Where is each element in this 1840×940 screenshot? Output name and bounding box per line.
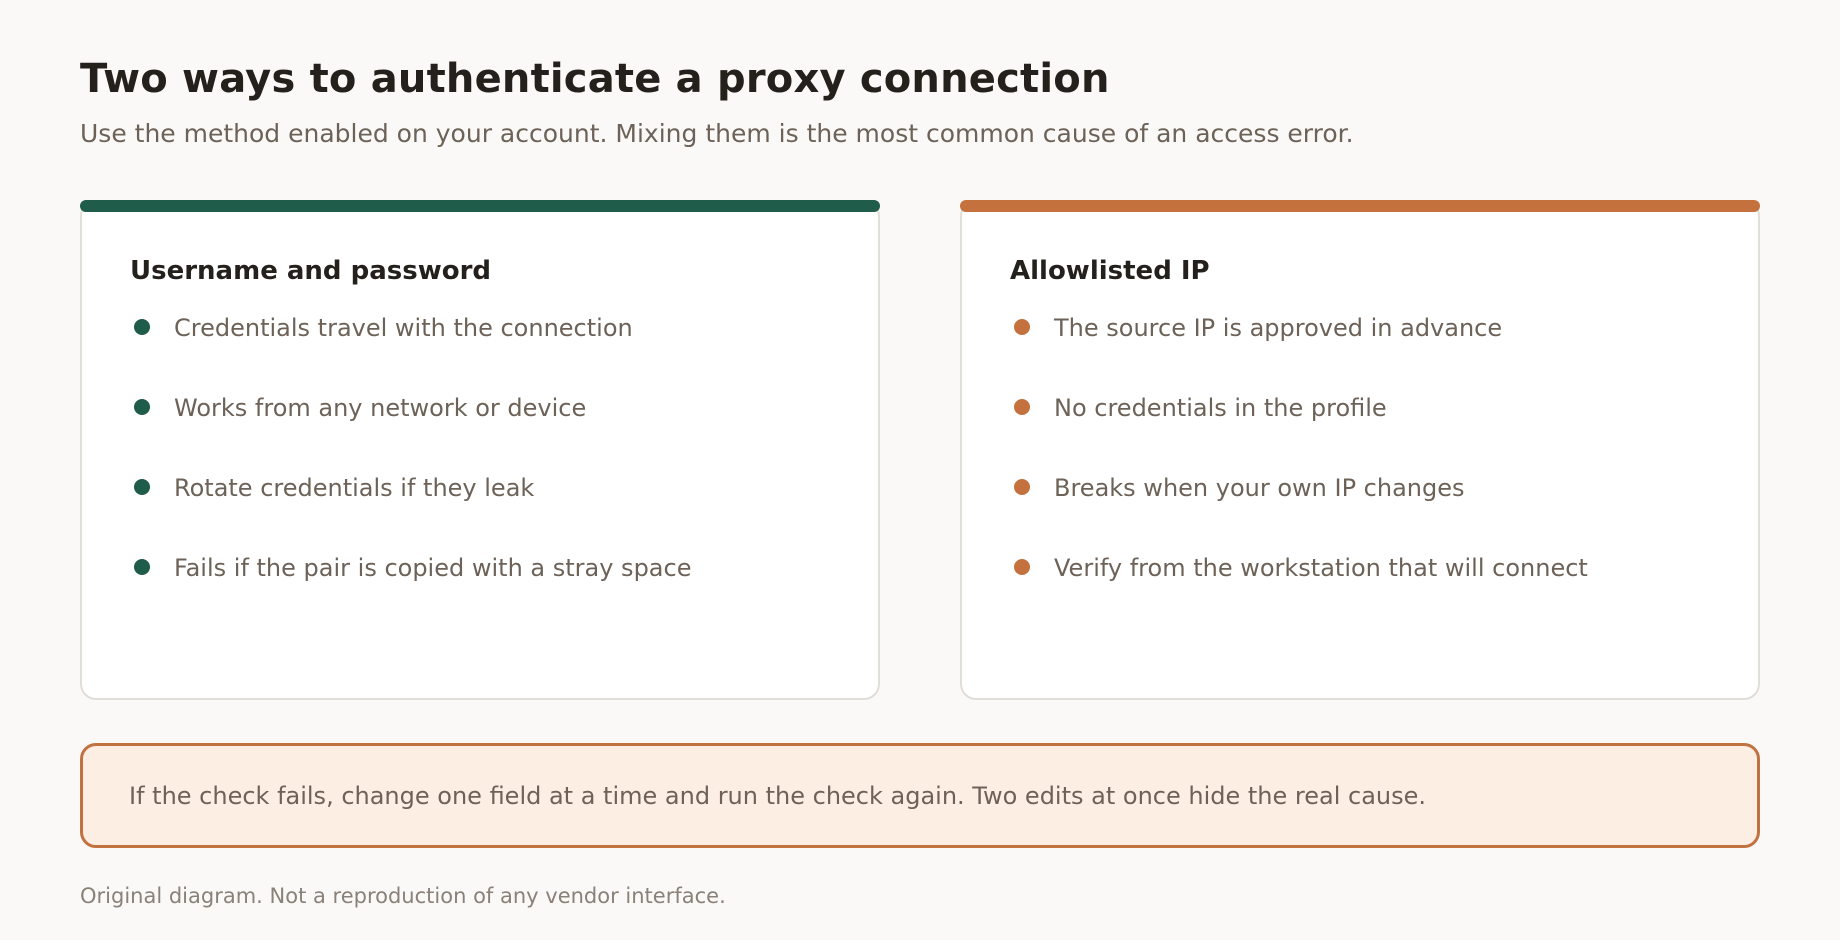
card-title: Allowlisted IP bbox=[1010, 256, 1210, 286]
footer-note: Original diagram. Not a reproduction of any vendor interface. bbox=[80, 884, 726, 908]
allowlisted-ip-card bbox=[960, 200, 1760, 700]
bullet-dot-icon bbox=[134, 479, 150, 495]
list-item bbox=[130, 448, 691, 528]
card-accent-bar bbox=[80, 200, 880, 212]
list-item bbox=[130, 368, 691, 448]
feature-list bbox=[1010, 314, 1588, 608]
list-item bbox=[130, 528, 691, 608]
bullet-dot-icon bbox=[134, 319, 150, 335]
bullet-dot-icon bbox=[1014, 319, 1030, 335]
list-item bbox=[1010, 288, 1588, 368]
list-item-text: The source IP is approved in advance bbox=[1054, 314, 1503, 342]
feature-list bbox=[130, 314, 692, 608]
page-title: Two ways to authenticate a proxy connection bbox=[80, 56, 1110, 102]
bullet-dot-icon bbox=[134, 559, 150, 575]
bullet-dot-icon bbox=[1014, 399, 1030, 415]
username-password-card bbox=[80, 200, 880, 700]
list-item-text: Works from any network or device bbox=[174, 394, 587, 422]
list-item-text: Rotate credentials if they leak bbox=[174, 474, 535, 502]
bullet-dot-icon bbox=[1014, 559, 1030, 575]
list-item-text: No credentials in the profile bbox=[1054, 394, 1387, 422]
page-subtitle: Use the method enabled on your account. Mixing them is the most common cause of an access error. bbox=[80, 119, 1354, 148]
card-accent-bar bbox=[960, 200, 1760, 212]
list-item bbox=[1010, 528, 1588, 608]
bullet-dot-icon bbox=[1014, 479, 1030, 495]
tip-callout bbox=[80, 743, 1760, 848]
list-item-text: Verify from the workstation that will connect bbox=[1054, 554, 1588, 582]
bullet-dot-icon bbox=[134, 399, 150, 415]
card-title: Username and password bbox=[130, 256, 492, 286]
list-item bbox=[1010, 448, 1588, 528]
list-item-text: Breaks when your own IP changes bbox=[1054, 474, 1465, 502]
list-item-text: Fails if the pair is copied with a stray space bbox=[174, 554, 692, 582]
list-item bbox=[130, 288, 691, 368]
list-item-text: Credentials travel with the connection bbox=[174, 314, 633, 342]
list-item bbox=[1010, 368, 1588, 448]
callout-text: If the check fails, change one field at a time and run the check again. Two edits at once hide the real cause. bbox=[129, 781, 1427, 810]
